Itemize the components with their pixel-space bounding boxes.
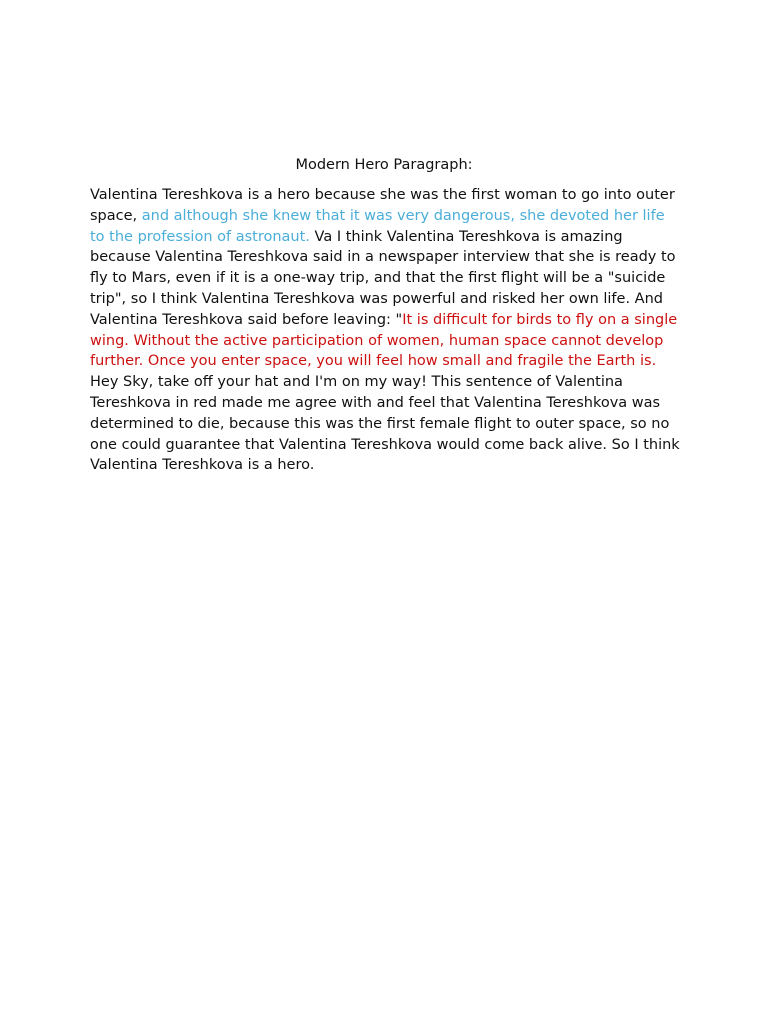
document-title: Modern Hero Paragraph: bbox=[295, 157, 473, 173]
hero-paragraph bbox=[90, 185, 680, 476]
paragraph-segment-conclusion: Hey Sky, take off your hat and I'm on my way! This sentence of Valentina Tereshkova in red made me agree with and feel that Valentina Tereshkova was determined to die, because this was the first female flight to outer space, so no one could guarantee that Valentina Tereshkova would come back alive. So I think Valentina Tereshkova is a hero. bbox=[90, 374, 680, 474]
paragraph-segment-intro: Valentina Tereshkova is a hero because she was the first woman to go into outer space, bbox=[90, 187, 675, 224]
paragraph-segment-red-quote: It is difficult for birds to fly on a single wing. Without the active participation of women, human space cannot develop further. Once you enter space, you will feel how small and fragile the Earth is. bbox=[90, 311, 678, 370]
paragraph-segment-middle: Va I think Valentina Tereshkova is amazing because Valentina Tereshkova said in a newspaper interview that she is ready to fly to Mars, even if it is a one-way trip, and that the first flight will be a "suicide trip", so I think Valentina Tereshkova was powerful and risked her own life. And Valentina Tereshkova said before leaving: " bbox=[90, 228, 676, 328]
paragraph-segment-blue-highlight: and although she knew that it was very dangerous, she devoted her life to the profession of astronaut. bbox=[90, 207, 665, 245]
